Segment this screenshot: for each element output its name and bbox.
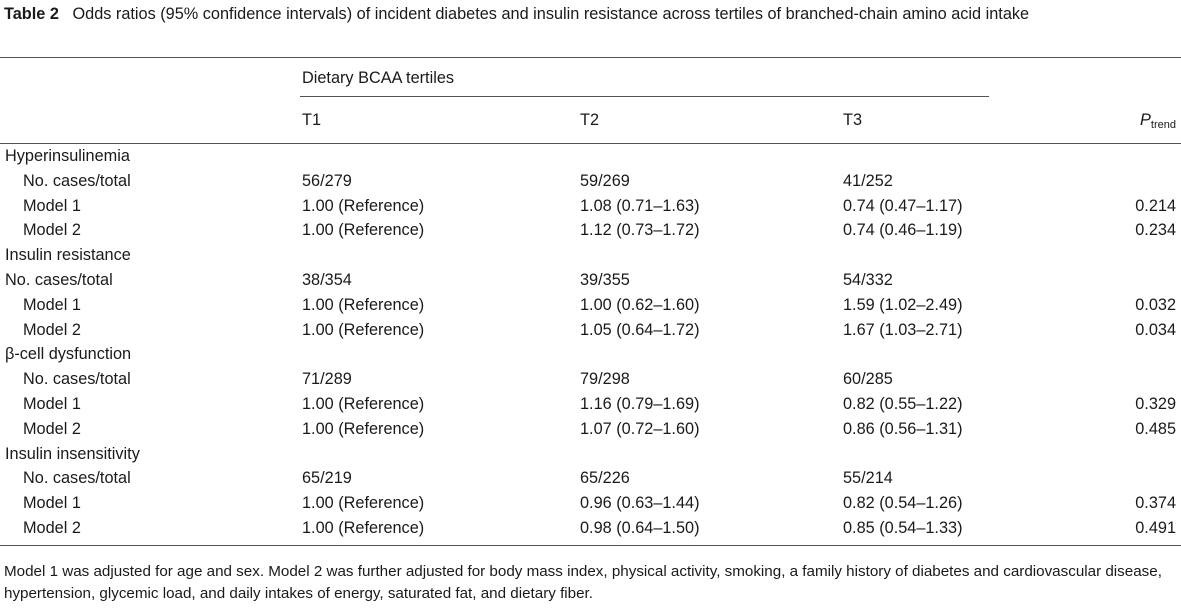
row-label: Model 2 xyxy=(23,320,81,339)
cell-t2: 1.07 (0.72–1.60) xyxy=(580,419,700,438)
table-row xyxy=(0,517,1181,542)
cell-t1: 71/289 xyxy=(302,370,352,389)
cell-t3: 55/214 xyxy=(843,469,893,488)
cell-p-trend: 0.485 xyxy=(1135,419,1176,438)
cell-t1: 38/354 xyxy=(302,271,352,289)
cell-p-trend: 0.374 xyxy=(1135,494,1176,513)
row-label: Model 1 xyxy=(23,395,81,413)
cell-t2: 39/355 xyxy=(580,271,630,289)
cell-t1: 1.00 (Reference) xyxy=(302,221,425,240)
cell-t3: 0.86 (0.56–1.31) xyxy=(843,419,963,438)
cell-p-trend: 0.491 xyxy=(1135,519,1176,537)
cell-t2: 1.05 (0.64–1.72) xyxy=(580,320,700,339)
table-row xyxy=(0,269,1181,294)
table-row xyxy=(0,393,1181,418)
cell-p-trend: 0.234 xyxy=(1135,221,1176,240)
cell-t3: 0.74 (0.46–1.19) xyxy=(843,221,963,240)
cell-p-trend: 0.214 xyxy=(1135,196,1176,215)
cell-t2: 0.96 (0.63–1.44) xyxy=(580,494,700,513)
section-title: Insulin resistance xyxy=(5,246,131,265)
section-header-row xyxy=(0,244,1181,269)
row-label: No. cases/total xyxy=(23,171,131,190)
cell-p-trend: 0.032 xyxy=(1135,295,1176,314)
cell-t2: 79/298 xyxy=(580,370,630,389)
cell-t2: 0.98 (0.64–1.50) xyxy=(580,519,700,537)
section-header-row xyxy=(0,343,1181,368)
table-footnote: Model 1 was adjusted for age and sex. Model 2 was further adjusted for body mass index, physical activity, smoking, a family history of diabetes and cardiovascular disease, hypertension, glycemic load, and daily intakes of energy, saturated fat, and dietary fiber. xyxy=(4,563,1162,602)
section-title: Hyperinsulinemia xyxy=(5,147,130,165)
bottom-rule xyxy=(0,545,1181,546)
cell-t1: 1.00 (Reference) xyxy=(302,419,425,438)
cell-t2: 1.08 (0.71–1.63) xyxy=(580,196,700,215)
table-row xyxy=(0,170,1181,195)
cell-t1: 1.00 (Reference) xyxy=(302,196,425,215)
cell-t1: 1.00 (Reference) xyxy=(302,494,425,513)
cell-t3: 0.74 (0.47–1.17) xyxy=(843,196,963,215)
section-header-row xyxy=(0,145,1181,170)
cell-t2: 1.16 (0.79–1.69) xyxy=(580,395,700,413)
table-caption xyxy=(4,3,1176,26)
column-header-t2: T2 xyxy=(580,111,600,129)
cell-p-trend: 0.034 xyxy=(1135,320,1176,339)
column-group-header: Dietary BCAA tertiles xyxy=(302,69,455,87)
row-label: Model 2 xyxy=(23,221,81,240)
cell-t3: 1.59 (1.02–2.49) xyxy=(843,295,963,314)
table-row xyxy=(0,368,1181,393)
row-label: Model 2 xyxy=(23,419,81,438)
table-row xyxy=(0,467,1181,492)
column-header-t1: T1 xyxy=(302,111,322,129)
table-row xyxy=(0,219,1181,244)
cell-t1: 1.00 (Reference) xyxy=(302,295,425,314)
caption-text: Odds ratios (95% confidence intervals) of incident diabetes and insulin resistance across tertiles of branched-chain amino acid intake xyxy=(72,5,1030,23)
row-label: Model 1 xyxy=(23,494,81,513)
table-row xyxy=(0,492,1181,517)
row-label: No. cases/total xyxy=(23,469,131,488)
section-title: Insulin insensitivity xyxy=(5,444,140,463)
cell-t1: 1.00 (Reference) xyxy=(302,320,425,339)
table-row xyxy=(0,195,1181,220)
cell-t3: 1.67 (1.03–2.71) xyxy=(843,320,963,339)
row-label: Model 2 xyxy=(23,519,81,537)
table-row xyxy=(0,294,1181,319)
cell-t3: 0.82 (0.55–1.22) xyxy=(843,395,963,413)
cell-t3: 60/285 xyxy=(843,370,893,389)
row-label: Model 1 xyxy=(23,295,81,314)
cell-t3: 54/332 xyxy=(843,271,893,289)
cell-t2: 1.00 (0.62–1.60) xyxy=(580,295,700,314)
top-rule xyxy=(0,57,1181,58)
row-label: No. cases/total xyxy=(23,370,131,389)
section-title: β-cell dysfunction xyxy=(5,345,132,364)
p-symbol: P xyxy=(1140,111,1151,129)
cell-p-trend: 0.329 xyxy=(1135,395,1176,413)
cell-t3: 0.82 (0.54–1.26) xyxy=(843,494,963,513)
table-row xyxy=(0,319,1181,344)
column-header-t3: T3 xyxy=(843,111,863,129)
column-group-rule xyxy=(300,96,989,97)
cell-t2: 59/269 xyxy=(580,171,630,190)
column-header-p-trend xyxy=(1140,110,1176,135)
cell-t1: 1.00 (Reference) xyxy=(302,519,425,537)
cell-t2: 65/226 xyxy=(580,469,630,488)
cell-t3: 0.85 (0.54–1.33) xyxy=(843,519,963,537)
cell-t2: 1.12 (0.73–1.72) xyxy=(580,221,700,240)
table-row xyxy=(0,418,1181,443)
cell-t1: 65/219 xyxy=(302,469,352,488)
cell-t1: 56/279 xyxy=(302,171,352,190)
row-label: No. cases/total xyxy=(5,271,113,289)
cell-t3: 41/252 xyxy=(843,171,893,190)
p-subscript: trend xyxy=(1150,119,1176,131)
header-rule xyxy=(0,143,1181,144)
row-label: Model 1 xyxy=(23,196,81,215)
caption-label: Table 2 xyxy=(4,5,59,23)
section-header-row xyxy=(0,443,1181,468)
cell-t1: 1.00 (Reference) xyxy=(302,395,425,413)
